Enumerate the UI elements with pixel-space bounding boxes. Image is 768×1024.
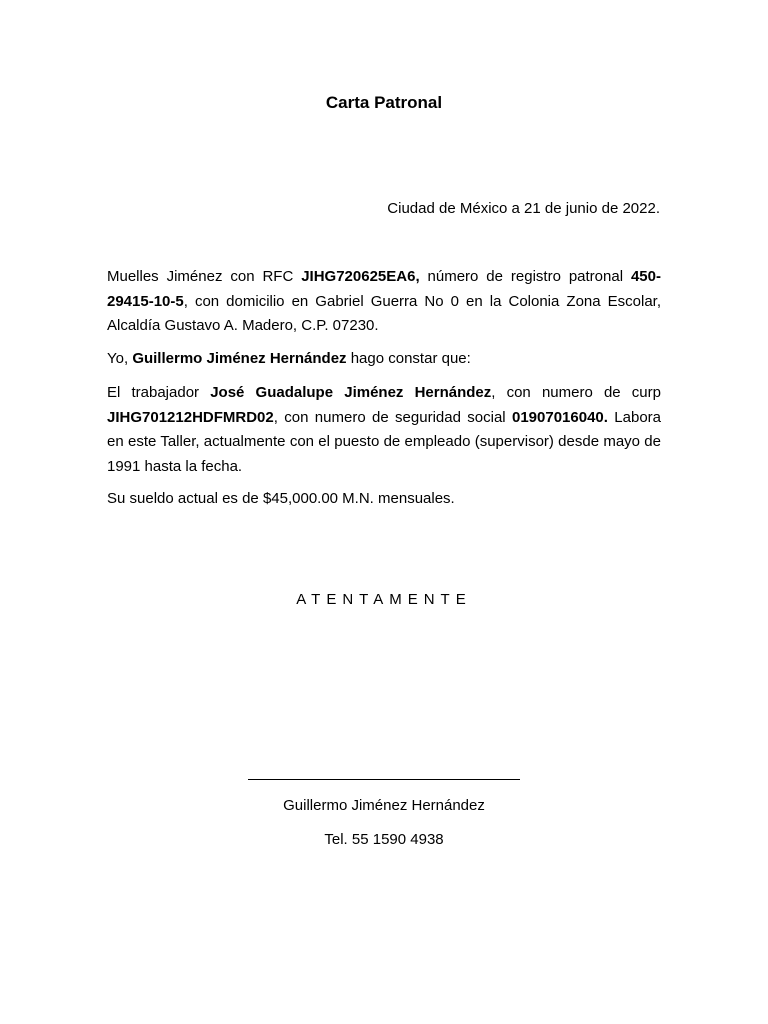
declaration-text-1: Yo,: [107, 350, 133, 367]
declaration-paragraph: [107, 347, 661, 372]
worker-name: José Guadalupe Jiménez Hernández: [210, 384, 492, 401]
nss-value: 01907016040.: [512, 408, 608, 426]
declarant-name: Guillermo Jiménez Hernández: [132, 350, 347, 367]
signature-line: [248, 779, 520, 780]
document-title: Carta Patronal: [325, 93, 443, 112]
date-line: Ciudad de México a 21 de junio de 2022.: [387, 200, 660, 217]
worker-paragraph: [107, 381, 661, 479]
salary-paragraph: Su sueldo actual es de $45,000.00 M.N. mensuales.: [107, 490, 455, 507]
worker-text-2: , con numero de curp: [491, 384, 661, 401]
employer-text-3: , con domicilio en Gabriel Guerra No 0 en la Colonia Zona Escolar, Alcaldía Gustavo A. Madero, C.P. 07230.: [107, 292, 661, 334]
employer-text-1: Muelles Jiménez con RFC: [107, 268, 302, 285]
worker-text-3: , con numero de seguridad social: [273, 408, 512, 426]
curp-value: JIHG701212HDFMRD02: [107, 408, 274, 426]
worker-text-1: El trabajador: [107, 384, 211, 401]
declaration-text-2: hago constar que:: [346, 350, 471, 367]
worker-text-4: Labora en este Taller, actualmente con el puesto de empleado (supervisor) desde mayo de 1991 hasta la fecha.: [107, 408, 661, 475]
registro-patronal-value: 450-29415-10-5: [107, 268, 661, 310]
signature-name: Guillermo Jiménez Hernández: [283, 797, 485, 814]
rfc-value: JIHG720625EA6,: [301, 268, 420, 285]
employer-text-2: número de registro patronal: [419, 268, 631, 285]
closing-text: ATENTAMENTE: [296, 591, 472, 608]
signature-phone: Tel. 55 1590 4938: [324, 831, 444, 848]
employer-paragraph: [107, 265, 661, 339]
